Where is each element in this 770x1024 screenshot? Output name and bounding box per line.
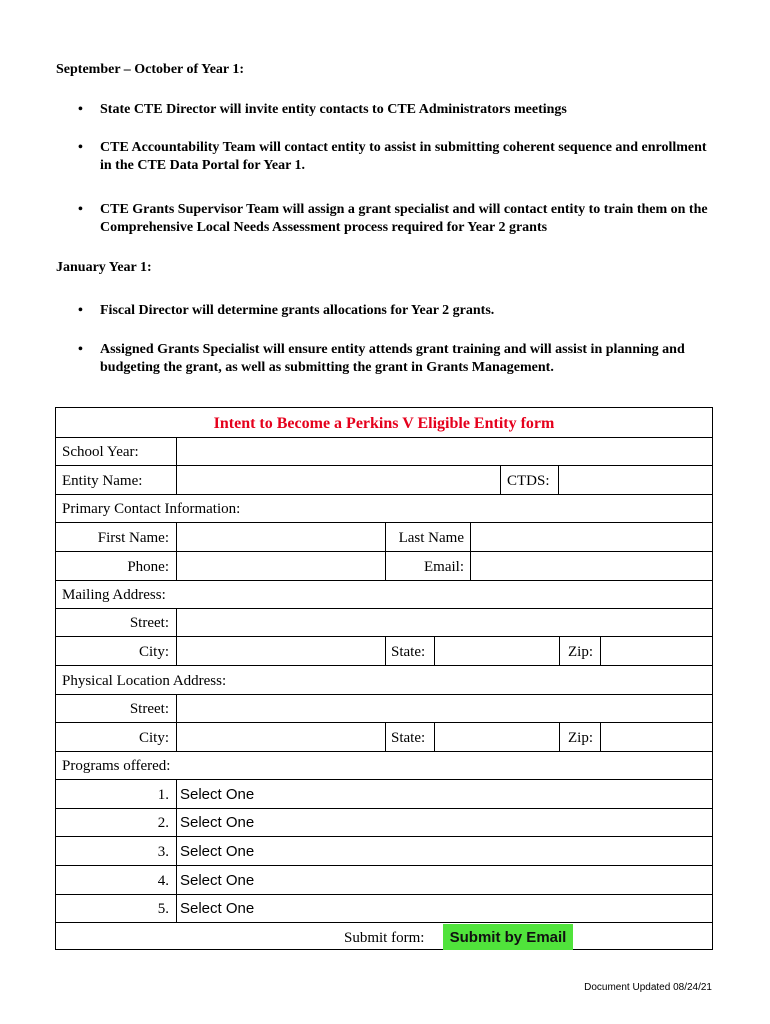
program-select-value: Select One <box>180 900 255 917</box>
list-item: • State CTE Director will invite entity contacts to CTE Administrators meetings <box>78 102 567 117</box>
program-row-5 <box>56 894 712 923</box>
bullet-icon: • <box>78 140 83 155</box>
physical-address-label: Physical Location Address: <box>62 673 227 689</box>
bullet-icon: • <box>78 303 83 318</box>
program-number: 1. <box>157 787 169 803</box>
program-number: 2. <box>157 815 169 831</box>
list-item: • CTE Accountability Team will contact entity to assist in submitting coherent sequence and enrollment in the CTE Data Portal for Year 1. <box>78 140 707 173</box>
mailing-state-label: State: <box>391 644 426 660</box>
program-row-1 <box>56 779 712 809</box>
mailing-street-row <box>56 608 712 637</box>
school-year-row <box>56 437 712 466</box>
mailing-state-label-cell <box>385 637 434 666</box>
bullet-icon: • <box>78 202 83 217</box>
last-name-field[interactable] <box>470 523 712 552</box>
primary-contact-label: Primary Contact Information: <box>62 501 241 517</box>
list-item: • Fiscal Director will determine grants allocations for Year 2 grants. <box>78 303 495 318</box>
mailing-address-row <box>56 580 712 609</box>
mailing-zip-field[interactable] <box>600 637 712 666</box>
bullet-icon: • <box>78 342 83 357</box>
school-year-label: School Year: <box>62 444 139 460</box>
entity-name-row <box>56 465 712 495</box>
physical-city-row <box>56 722 712 752</box>
program-row-4 <box>56 865 712 895</box>
program-select-value: Select One <box>180 814 255 831</box>
mailing-street-label: Street: <box>129 615 169 631</box>
mailing-city-field[interactable] <box>176 637 385 666</box>
program-number: 4. <box>157 873 169 889</box>
phone-email-row <box>56 551 712 581</box>
programs-row <box>56 751 712 780</box>
phone-field[interactable] <box>176 552 385 581</box>
physical-city-label: City: <box>138 730 169 746</box>
physical-state-label-cell <box>385 723 434 752</box>
bullet-icon: • <box>78 102 83 117</box>
program-number: 5. <box>157 901 169 917</box>
physical-street-label: Street: <box>129 701 169 717</box>
perkins-intent-form <box>55 407 713 950</box>
last-name-label-cell <box>385 523 470 552</box>
section-heading-january: January Year 1: <box>56 260 152 275</box>
program-row-2 <box>56 808 712 837</box>
program-select-5[interactable] <box>176 895 712 923</box>
physical-street-field[interactable] <box>176 695 712 723</box>
physical-address-row <box>56 665 712 695</box>
physical-zip-label-cell <box>559 723 600 752</box>
mailing-state-field[interactable] <box>434 637 559 666</box>
submit-by-email-button[interactable]: Submit by Email <box>443 924 573 950</box>
phone-label: Phone: <box>127 559 169 575</box>
email-label-cell <box>385 552 470 581</box>
school-year-field[interactable] <box>176 438 712 466</box>
physical-zip-field[interactable] <box>600 723 712 752</box>
physical-zip-label: Zip: <box>568 730 593 746</box>
mailing-city-label: City: <box>138 644 169 660</box>
email-label: Email: <box>424 559 464 575</box>
first-name-field[interactable] <box>176 523 385 552</box>
mailing-zip-label: Zip: <box>568 644 593 660</box>
physical-state-label: State: <box>391 730 426 746</box>
program-select-1[interactable] <box>176 780 712 809</box>
last-name-label: Last Name <box>398 530 464 546</box>
list-item: • CTE Grants Supervisor Team will assign a grant specialist and will contact entity to train them on the Comprehensive Local Needs Assessment process required for Year 2 grants <box>78 202 708 235</box>
program-number: 3. <box>157 844 169 860</box>
mailing-zip-label-cell <box>559 637 600 666</box>
program-select-value: Select One <box>180 786 255 803</box>
physical-state-field[interactable] <box>434 723 559 752</box>
ctds-label-cell <box>500 466 558 495</box>
programs-label: Programs offered: <box>62 758 171 774</box>
physical-street-row <box>56 694 712 723</box>
program-select-2[interactable] <box>176 809 712 837</box>
physical-city-field[interactable] <box>176 723 385 752</box>
ctds-field[interactable] <box>558 466 712 495</box>
email-field[interactable] <box>470 552 712 581</box>
entity-name-label: Entity Name: <box>62 473 143 489</box>
entity-name-field[interactable] <box>176 466 500 495</box>
program-row-3 <box>56 836 712 866</box>
primary-contact-row <box>56 494 712 523</box>
program-select-value: Select One <box>180 872 255 889</box>
program-select-value: Select One <box>180 843 255 860</box>
first-name-label: First Name: <box>97 530 169 546</box>
ctds-label: CTDS: <box>507 473 550 489</box>
program-select-3[interactable] <box>176 837 712 866</box>
submit-form-label: Submit form: <box>344 930 425 946</box>
mailing-street-field[interactable] <box>176 609 712 637</box>
list-item: • Assigned Grants Specialist will ensure entity attends grant training and will assist in planning and budgeting the grant, as well as submitting the grant in Grants Management. <box>78 342 685 375</box>
mailing-city-row <box>56 636 712 666</box>
document-updated-note: Document Updated 08/24/21 <box>584 982 712 993</box>
mailing-address-label: Mailing Address: <box>62 587 166 603</box>
form-title: Intent to Become a Perkins V Eligible Entity form <box>213 415 555 432</box>
name-row <box>56 522 712 552</box>
section-heading-sep-oct: September – October of Year 1: <box>56 62 245 77</box>
program-select-4[interactable] <box>176 866 712 895</box>
submit-row <box>56 922 712 950</box>
